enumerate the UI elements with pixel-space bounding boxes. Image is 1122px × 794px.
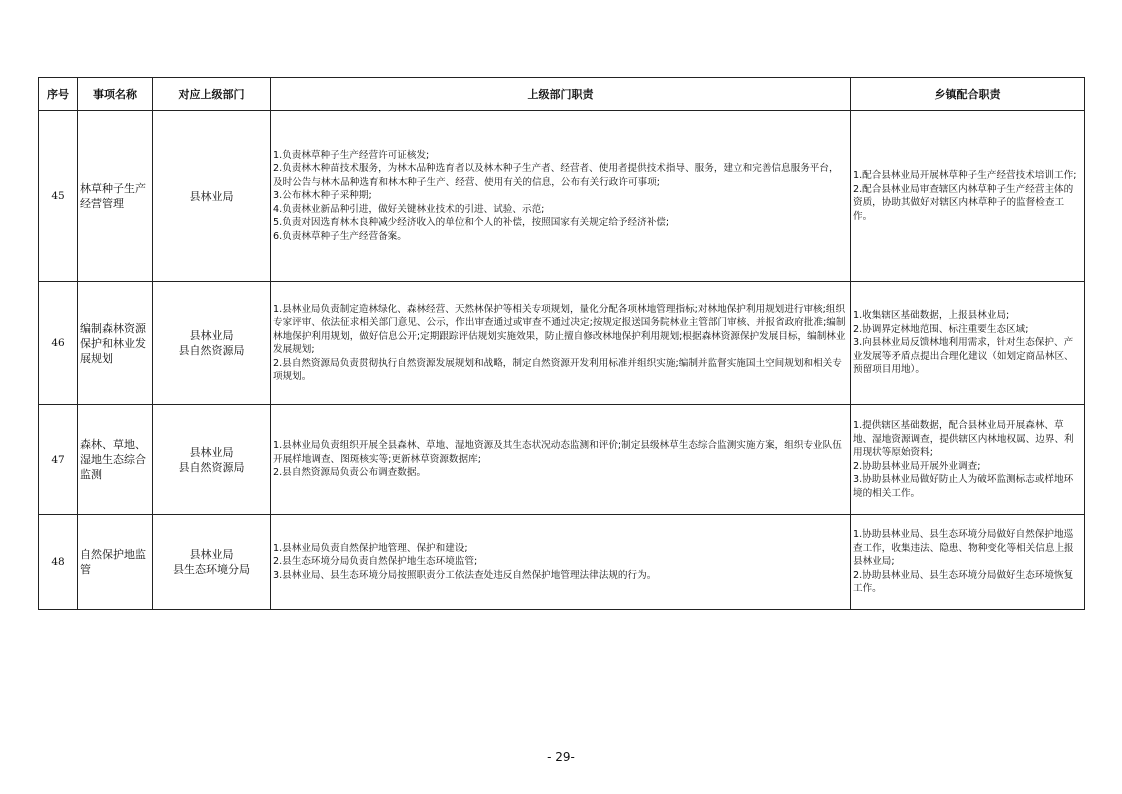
- duty-line: 2.协助县林业局、县生态环境分局做好生态环境恢复工作。: [853, 569, 1074, 595]
- duty-line: 1.县林业局负责制定造林绿化、森林经营、天然林保护等相关专项规划，量化分配各项林地管理指标;对林地保护利用规划进行审核;组织专家评审、依法征求相关部门意见、公示，作出审查通过或审查不通过决定;按规定报送国务院林业主管部门审核、并报省政府批准;编制林地保护利用规划，做好信息公开;定期跟踪评估规划实施效果，防止擅自修改林地保护利用规划;根据森林资源保护发展目标，编制林业发展规划;: [273, 303, 846, 355]
- table-row: [39, 515, 1085, 610]
- duty-line: 2.负责林木种苗技术服务，为林木品种选育者以及林木种子生产者、经营者、使用者提供技术指导、服务，建立和完善信息服务平台，及时公告与林木品种选育和林木种子生产、经营、使用有关的信息，公布有关行政许可事项;: [273, 163, 839, 188]
- duty-line: 3.向县林业局反馈林地利用需求，针对生态保护、产业发展等矛盾点提出合理化建议（如划定商品林区、预留项目用地）。: [853, 337, 1074, 376]
- table-header-row: [39, 78, 1085, 111]
- duty-line: 3.县林业局、县生态环境分局按照职责分工依法查处违反自然保护地管理法律法规的行为。: [273, 569, 657, 581]
- duty-line: 5.负责对因选育林木良种减少经济收入的单位和个人的补偿，按照国家有关规定给予经济补偿;: [273, 217, 670, 229]
- duty-line: 2.县生态环境分局负责自然保护地生态环境监管;: [273, 556, 478, 568]
- item-name: 森林、草地、湿地生态综合监测: [78, 405, 153, 515]
- duty-line: 4.负责林业新品种引进，做好关键林业技术的引进、试验、示范;: [273, 203, 545, 215]
- upper-duty-cell: [271, 111, 851, 282]
- header-no: 序号: [39, 78, 78, 111]
- duty-line: 3.公布林木种子采种期;: [273, 190, 372, 202]
- town-duty-cell: [851, 282, 1085, 405]
- dept-line: 县自然资源局: [178, 460, 245, 474]
- dept-cell: [153, 111, 271, 282]
- town-duty-cell: [851, 515, 1085, 610]
- duty-line: 2.县自然资源局负责公布调查数据。: [273, 467, 427, 479]
- duty-line: 1.县林业局负责组织开展全县森林、草地、湿地资源及其生态状况动态监测和评价;制定县级林草生态综合监测实施方案，组织专业队伍开展样地调查、图斑核实等;更新林草资源数据库;: [273, 440, 842, 465]
- table-row: [39, 405, 1085, 515]
- duty-line: 1.配合县林业局开展林草种子生产经营技术培训工作;: [853, 170, 1077, 181]
- duty-line: 1.协助县林业局、县生态环境分局做好自然保护地巡查工作，收集违法、隐患、物种变化等相关信息上报县林业局;: [853, 529, 1074, 568]
- dept-line: 县林业局: [189, 445, 234, 459]
- duty-line: 2.配合县林业局审查辖区内林草种子生产经营主体的资质，协助其做好对辖区内林草种子的监督检查工作。: [853, 183, 1074, 222]
- dept-line: 县林业局: [189, 548, 234, 561]
- header-upper-duty: 上级部门职责: [271, 78, 851, 111]
- dept-cell: [153, 515, 271, 610]
- duty-line: 2.县自然资源局负责贯彻执行自然资源发展规划和战略，制定自然资源开发利用标准并组织实施;编制并监督实施国土空间规划和相关专项规划。: [273, 357, 842, 382]
- dept-line: 县林业局: [189, 329, 234, 342]
- header-name: 事项名称: [78, 78, 153, 111]
- row-number: 47: [39, 405, 78, 515]
- item-name: 自然保护地监管: [78, 515, 153, 610]
- duty-line: 1.提供辖区基础数据，配合县林业局开展森林、草地、湿地资源调查，提供辖区内林地权属、边界、利用现状等原始资料;: [853, 420, 1074, 458]
- duty-line: 1.负责林草种子生产经营许可证核发;: [273, 149, 430, 161]
- dept-line: 县生态环境分局: [173, 563, 250, 576]
- row-number: 48: [39, 515, 78, 610]
- upper-duty-cell: [271, 282, 851, 405]
- item-name: 林草种子生产经营管理: [78, 111, 153, 282]
- table-row: [39, 111, 1085, 282]
- row-number: 46: [39, 282, 78, 405]
- duty-line: 1.收集辖区基础数据，上报县林业局;: [853, 310, 1010, 322]
- dept-line: 县自然资源局: [178, 344, 245, 357]
- table-row: [39, 282, 1085, 405]
- duty-line: 2.协调界定林地范围、标注重要生态区域;: [853, 323, 1029, 335]
- dept-cell: [153, 282, 271, 405]
- town-duty-cell: [851, 405, 1085, 515]
- page-number: - 29-: [547, 750, 575, 764]
- duty-line: 1.县林业局负责自然保护地管理、保护和建设;: [273, 542, 468, 554]
- dept-cell: [153, 405, 271, 515]
- duty-line: 3.协助县林业局做好防止人为破坏监测标志或样地环境的相关工作。: [853, 474, 1074, 499]
- header-town-duty: 乡镇配合职责: [851, 78, 1085, 111]
- town-duty-cell: [851, 111, 1085, 282]
- row-number: 45: [39, 111, 78, 282]
- item-name: 编制森林资源保护和林业发展规划: [78, 282, 153, 405]
- duty-line: 2.协助县林业局开展外业调查;: [853, 460, 981, 472]
- dept-line: 县林业局: [189, 189, 234, 203]
- duty-line: 6.负责林草种子生产经营备案。: [273, 230, 407, 242]
- header-dept: 对应上级部门: [153, 78, 271, 111]
- duty-table: [38, 77, 1085, 610]
- upper-duty-cell: [271, 405, 851, 515]
- upper-duty-cell: [271, 515, 851, 610]
